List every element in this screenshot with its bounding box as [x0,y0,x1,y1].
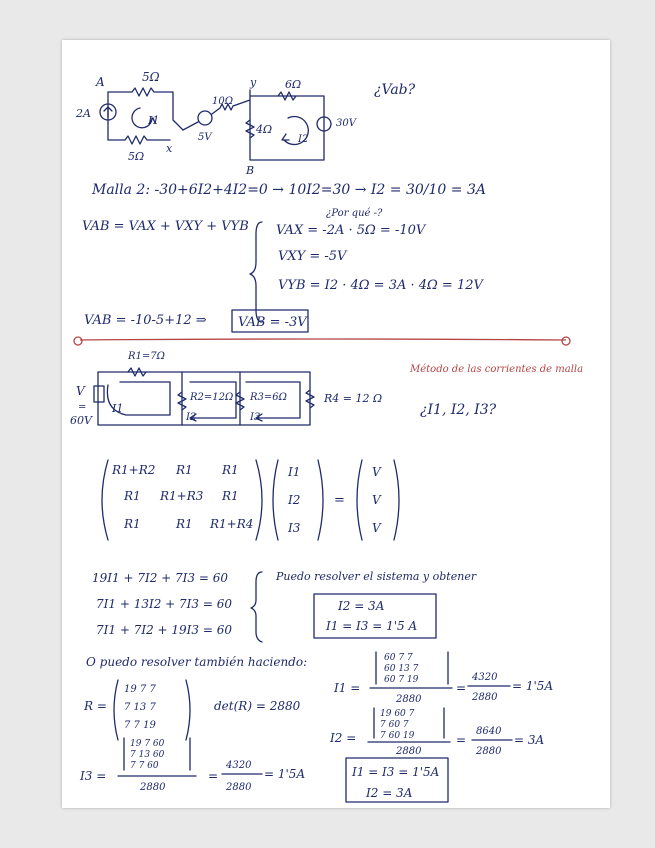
brace-system [251,572,262,642]
matrix-equation [102,460,399,540]
m-r2c2: R1+R3 [160,489,204,503]
r-matrix-row-1: 19 7 7 [124,684,156,695]
r6-label: 6Ω [285,78,302,91]
vyb-line: VYB = I2 · 4Ω = 3A · 4Ω = 12V [278,278,483,293]
i2-row-2: 7 60 7 [380,720,409,730]
i2-denominator: 2880 [396,746,422,757]
malla-2-equation: Malla 2: -30+6I2+4I2=0 → 10I2=30 → I2 = 30/10 = 3A [92,182,486,198]
node-y-label: y [250,76,257,89]
eq-2: 7I1 + 13I2 + 7I3 = 60 [96,597,232,611]
r2-label: R2=12Ω [190,392,234,403]
vab-question: ¿Vab? [374,82,416,98]
i2-numerator-value: 8640 [476,726,502,737]
i3-denominator-value: 2880 [226,782,252,793]
current-source-label: 2A [76,107,91,120]
det-r: det(R) = 2880 [214,699,301,713]
r4-label: 4Ω [256,123,273,136]
m-r1c3: R1 [222,463,239,477]
matrix-equals: = [334,493,345,508]
i3-result: = 1'5A [264,767,306,781]
final-i1-i3: I1 = I3 = 1'5A [352,765,440,779]
m-r3c2: R1 [176,517,193,531]
i3-cramer-label: I3 = [80,769,107,783]
separator-start [74,337,82,345]
node-b-label: B [246,164,255,177]
i1-label-c2: I1 [112,402,124,415]
m-r2c3: R1 [222,489,239,503]
separator-end [562,337,570,345]
r3-label: R3=6Ω [250,392,287,403]
i3-row-2: 7 13 60 [130,750,165,760]
circuit-2 [70,351,382,427]
i3-numerator-value: 4320 [226,760,252,771]
vab-result-left: VAB = -10-5+12 ⇒ [84,313,207,328]
node-x-label: x [166,142,173,155]
source-30v-label: 30V [336,118,356,129]
i1-result: = 1'5A [512,679,554,693]
r1-label: R1=7Ω [128,351,165,362]
m-r3c1: R1 [124,517,141,531]
method-title: Método de las corrientes de malla [410,364,584,375]
rhs-2: V [372,493,381,507]
alt-method: O puedo resolver también haciendo: [86,655,308,669]
m-r1c2: R1 [176,463,193,477]
r4-label: R4 = 12 Ω [324,392,383,405]
m-r1c1: R1+R2 [112,463,156,477]
separator-line [80,339,566,340]
unknown-1: I1 [288,465,301,479]
i3-label-c2: I3 [250,412,261,423]
rhs-1: V [372,465,381,479]
v-label: V [76,384,85,398]
i2-row-3: 7 60 19 [380,731,415,741]
solution-i1-i3: I1 = I3 = 1'5 A [326,619,418,633]
i2-label-c1: I2 [298,134,309,145]
currents-question: ¿I1, I2, I3? [420,402,497,418]
r10-label: 10Ω [212,96,234,107]
i1-row-2: 60 13 7 [384,664,419,674]
i1-label-c1: I1 [148,114,160,127]
i2-result: = 3A [514,733,545,747]
i3-row-1: 19 7 60 [130,739,165,749]
i1-row-3: 60 7 19 [384,675,419,685]
vab-note: ¿Por qué -? [326,208,383,219]
i1-denominator: 2880 [396,694,422,705]
final-i2: I2 = 3A [366,786,413,800]
i2-cramer-label: I2 = [330,731,357,745]
source-5v-label: 5V [198,132,212,143]
v-equals: = [78,402,87,413]
unknown-3: I3 [288,521,301,535]
brace-vab [250,222,262,322]
i3-denominator: 2880 [140,782,166,793]
i1-numerator-value: 4320 [472,672,498,683]
i1-cramer-label: I1 = [334,681,361,695]
r-matrix-row-3: 7 7 19 [124,720,156,731]
i1-equals: = [456,681,467,695]
r-matrix-label: R = [84,699,107,713]
i2-equals: = [456,733,467,747]
i2-label-c2: I2 [186,412,197,423]
m-r2c1: R1 [124,489,141,503]
r-matrix-row-2: 7 13 7 [124,702,156,713]
r-top-label: 5Ω [142,70,160,84]
i2-row-1: 19 60 7 [380,709,415,719]
rhs-3: V [372,521,381,535]
i3-equals: = [208,769,219,783]
vxy-line: VXY = -5V [278,249,347,264]
m-r3c3: R1+R4 [210,517,254,531]
vab-sum: VAB = VAX + VXY + VYB [82,219,249,234]
eq-3: 7I1 + 7I2 + 19I3 = 60 [96,623,232,637]
i1-row-1: 60 7 7 [384,653,413,663]
vab-result: VAB = -3V [238,315,307,330]
solve-note: Puedo resolver el sistema y obtener [276,570,477,583]
eq-1: 19I1 + 7I2 + 7I3 = 60 [92,571,228,585]
r-bottom-label: 5Ω [128,150,145,163]
solution-i2: I2 = 3A [338,599,385,613]
i2-denominator-value: 2880 [476,746,502,757]
circuit-1 [75,70,416,177]
node-a-label: A [96,75,105,89]
i3-row-3: 7 7 60 [130,761,159,771]
i1-denominator-value: 2880 [472,692,498,703]
v-value: 60V [70,414,92,427]
unknown-2: I2 [288,493,301,507]
vax-line: VAX = -2A · 5Ω = -10V [276,223,426,238]
